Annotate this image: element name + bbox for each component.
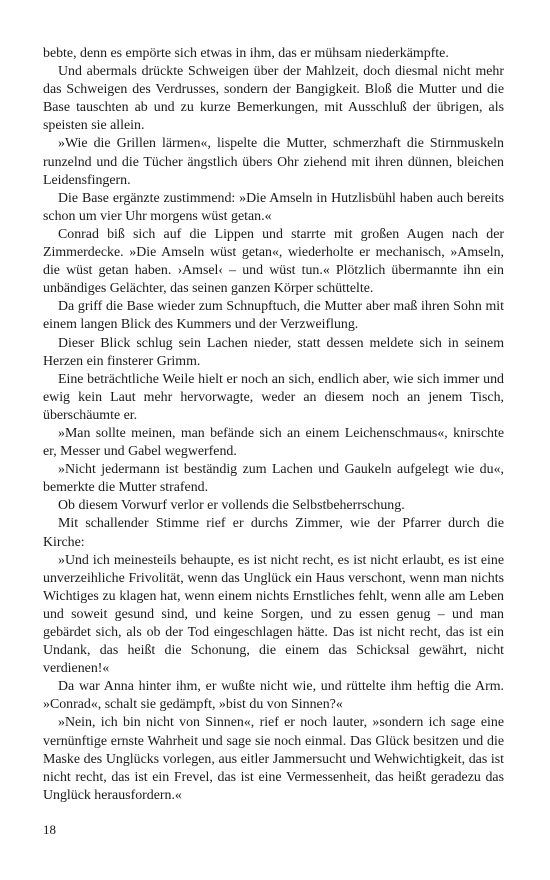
paragraph: Die Base ergänzte zustimmend: »Die Amseln in Hutzlisbühl haben auch bereits schon um vier Uhr morgens wüst getan.« [43, 190, 504, 224]
paragraph: Dieser Blick schlug sein Lachen nieder, statt dessen meldete sich in seinem Herzen ein finsterer Grimm. [43, 335, 504, 369]
paragraph: »Nein, ich bin nicht von Sinnen«, rief er noch lauter, »sondern ich sage eine vernünftige ernste Wahrheit und sage sie noch einmal. Das Glück besitzen und die Maske des Unglücks vorlegen, aus eitler Jammersucht und Wehwichtigkeit, das ist nicht recht, das ist ein Frevel, das ist eine Vermessenheit, das heißt geradezu das Unglück herausfordern.« [43, 715, 504, 803]
paragraph: bebte, denn es empörte sich etwas in ihm, das er mühsam niederkämpfte. [43, 46, 449, 61]
paragraph: »Man sollte meinen, man befände sich an einem Leichenschmaus«, knirschte er, Messer und Gabel wegwerfend. [43, 425, 504, 460]
paragraph: Und abermals drückte Schweigen über der Mahlzeit, doch diesmal nicht mehr das Schweigen des Verdrusses, sondern der Bangigkeit. Bloß die Mutter und die Base tauschten ab und zu kurze Bemerkungen, mit Ausschluß der übrigen, als speisten sie allein. [43, 64, 504, 134]
paragraph: Mit schallender Stimme rief er durchs Zimmer, wie der Pfarrer durch die Kirche: [43, 516, 504, 550]
paragraph: »Nicht jedermann ist beständig zum Lachen und Gaukeln aufgelegt wie du«, bemerkte die Mutter strafend. [43, 462, 504, 496]
paragraph: Conrad biß sich auf die Lippen und starrte mit großen Augen nach der Zimmerdecke. »Die Amseln wüst getan«, wiederholte er mechanisch, »Amseln, die wüst getan haben. ›Amsel‹ – und wüst tun.« Plötzlich übermannte ihn ein unbändiges Gelächter, das seinen ganzen Körper schüttelte. [43, 226, 504, 297]
paragraph: »Wie die Grillen lärmen«, lispelte die Mutter, schmerzhaft die Stirnmuskeln runzelnd und die Tücher ängstlich übers Ohr ziehend mit ihren dünnen, bleichen Leidensfingern. [43, 136, 504, 188]
paragraph: Ob diesem Vorwurf verlor er vollends die Selbstbeherrschung. [58, 498, 405, 514]
paragraph: »Und ich meinesteils behaupte, es ist nicht recht, es ist nicht erlaubt, es ist eine unverzeihliche Frivolität, wenn das Unglück ein Haus verschont, wenn man nichts Wichtiges zu klagen hat, wenn einem nichts Ernstliches fehlt, wenn alle am Leben und soweit gesund sind, und keine Sorgen, und zu essen genug – und man gebärdet sich, als ob der Tod eingeschlagen hätte. Das ist nicht recht, das ist ein Undank, das heißt die Schonung, die einem das Schicksal gewährt, nicht verdienen!« [43, 552, 504, 677]
paragraph: Da war Anna hinter ihm, er wußte nicht wie, und rüttelte ihm heftig die Arm. »Conrad«, schalt sie gedämpft, »bist du von Sinnen?« [43, 679, 504, 713]
page-number: 18 [43, 822, 56, 837]
paragraph: Da griff die Base wieder zum Schnupftuch, die Mutter aber maß ihren Sohn mit einem langen Blick des Kummers und der Verzweiflung. [43, 299, 504, 333]
paragraph: Eine beträchtliche Weile hielt er noch an sich, endlich aber, wie sich immer und ewig kein Laut mehr hervorwagte, weder an diesem noch an jenem Tisch, überschäumte er. [43, 371, 504, 423]
body-text [43, 45, 504, 805]
